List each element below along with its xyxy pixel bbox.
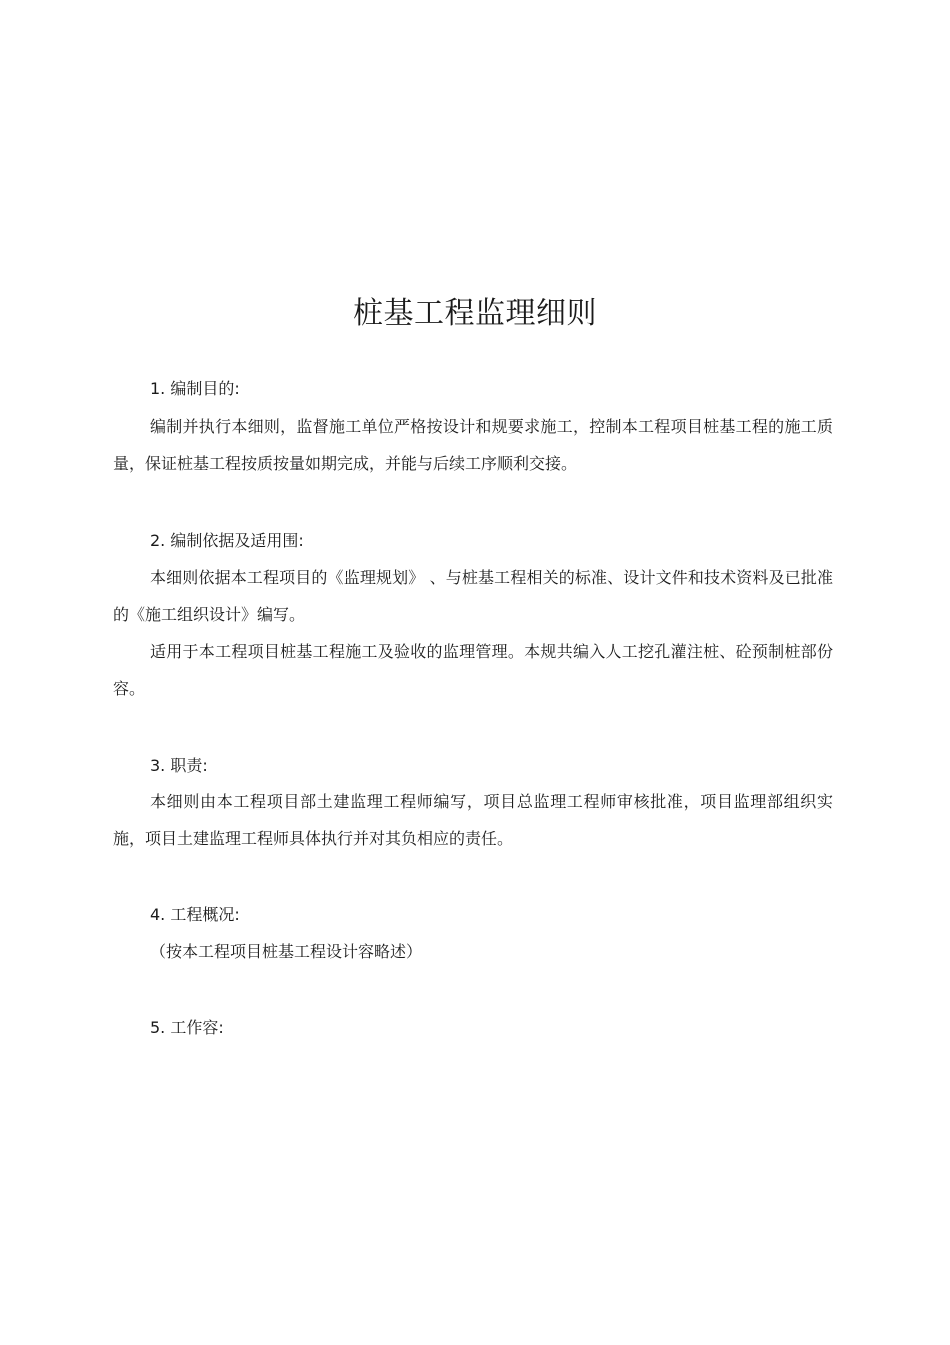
section-1-heading: 1. 编制目的: — [150, 379, 240, 398]
section-2-paragraph-2: 适用于本工程项目桩基工程施工及验收的监理管理。本规共编入人工挖孔灌注桩、砼预制桩部份容。 — [113, 642, 833, 698]
section-4-note: （按本工程项目桩基工程设计容略述） — [150, 942, 423, 961]
section-4-heading: 4. 工程概况: — [150, 905, 240, 924]
document-title: 桩基工程监理细则 — [353, 296, 597, 331]
section-2-paragraph-1: 本细则依据本工程项目的《监理规划》 、与桩基工程相关的标准、设计文件和技术资料及已批准的《施工组织设计》编写。 — [113, 568, 833, 624]
section-3-paragraph-1: 本细则由本工程项目部土建监理工程师编写，项目总监理工程师审核批准，项目监理部组织实施，项目土建监理工程师具体执行并对其负相应的责任。 — [113, 792, 833, 848]
section-3-heading: 3. 职责: — [150, 756, 208, 775]
section-1-paragraph-1: 编制并执行本细则，监督施工单位严格按设计和规要求施工，控制本工程项目桩基工程的施工质量，保证桩基工程按质按量如期完成，并能与后续工序顺利交接。 — [113, 417, 833, 473]
section-2-heading: 2. 编制依据及适用围: — [150, 531, 304, 550]
section-5-heading: 5. 工作容: — [150, 1018, 224, 1037]
